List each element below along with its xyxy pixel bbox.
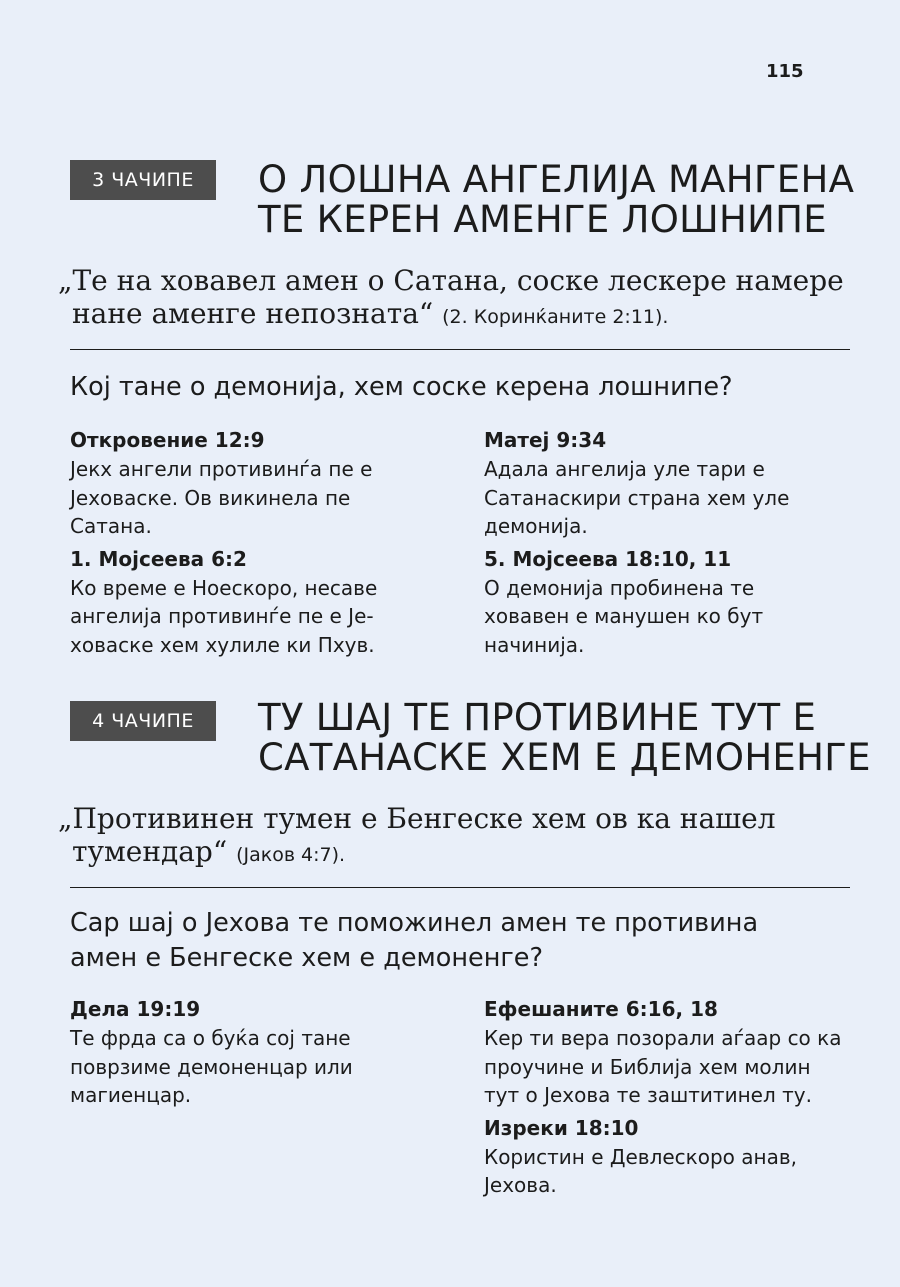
- quote-reference: (2. Коринќаните 2:11).: [442, 306, 669, 328]
- scripture-reference: 5. Мојсеева 18:10, 11: [484, 546, 732, 571]
- scripture-summary: Те фрда са о буќа сој тане поврзиме демоненцар или магиенцар.: [70, 1026, 353, 1107]
- page-number: 115: [766, 61, 804, 82]
- scripture-summary: Јекх ангели противинѓа пе е Јеховаске. Ов викинела пе Сатана.: [70, 457, 373, 538]
- scripture-entry: [70, 995, 430, 1110]
- left-column: [70, 426, 430, 663]
- title-line-2: САТАНАСКЕ ХЕМ Е ДЕМОНЕНГЕ: [258, 736, 871, 779]
- divider: [70, 349, 850, 350]
- quote-line-2: тумендар“: [72, 835, 228, 868]
- title-line-2: ТЕ КЕРЕН АМЕНГЕ ЛОШНИПЕ: [258, 198, 827, 241]
- section-question: Кој тане о демонија, хем соске керена лошнипе?: [70, 372, 733, 402]
- quote-line-2: нане аменге непозната“: [72, 297, 434, 330]
- section-badge: 4 ЧАЧИПЕ: [70, 701, 216, 741]
- scripture-entry: [484, 995, 844, 1110]
- scripture-quote: [58, 264, 858, 334]
- scripture-reference: 1. Мојсеева 6:2: [70, 546, 247, 571]
- scripture-reference: Дела 19:19: [70, 997, 201, 1021]
- section-badge: 3 ЧАЧИПЕ: [70, 160, 216, 200]
- title-line-1: О ЛОШНА АНГЕЛИЈА МАНГЕНА: [258, 158, 855, 201]
- right-column: [484, 426, 844, 663]
- scripture-summary: Адала ангелија уле тари е Сатанаскири страна хем уле демонија.: [484, 457, 790, 538]
- right-column: [484, 995, 844, 1204]
- scripture-entry: [484, 1114, 844, 1200]
- section-title: [258, 698, 878, 778]
- scripture-quote: [58, 802, 858, 872]
- scripture-entry: [70, 545, 430, 660]
- scripture-summary: Ко време е Ноескоро, несаве ангелија противинѓе пе е Јеховаске хем хулиле ки Пхув.: [70, 575, 378, 657]
- scripture-reference: Матеј 9:34: [484, 428, 607, 452]
- scripture-reference: Изреки 18:10: [484, 1115, 639, 1140]
- scripture-entry: [70, 426, 430, 541]
- scripture-entry: [484, 545, 844, 660]
- quote-reference: (Јаков 4:7).: [236, 844, 346, 866]
- scripture-summary: Користин е Девлескоро анав, Јехова.: [484, 1144, 798, 1197]
- scripture-entry: [484, 426, 844, 541]
- left-column: [70, 995, 430, 1114]
- quote-line-1: „Те на ховавел амен о Сатана, соске лескере намере: [58, 264, 844, 297]
- scripture-summary: О демонија пробинена те ховавен е манушен ко бут начинија.: [484, 575, 764, 657]
- quote-line-1: „Противинен тумен е Бенгеске хем ов ка нашел: [58, 802, 776, 835]
- scripture-summary: Кер ти вера позорали аѓаар со ка проучине и Библија хем молин тут о Јехова те заштитинел ту.: [484, 1026, 842, 1107]
- title-line-1: ТУ ШАЈ ТЕ ПРОТИВИНЕ ТУТ Е: [258, 696, 817, 739]
- scripture-reference: Ефешаните 6:16, 18: [484, 997, 718, 1021]
- section-question: Сар шај о Јехова те поможинел амен те противина амен е Бенгеске хем е демоненге?: [70, 908, 759, 973]
- scripture-reference: Откровение 12:9: [70, 428, 265, 452]
- section-title: [258, 160, 878, 240]
- divider: [70, 887, 850, 888]
